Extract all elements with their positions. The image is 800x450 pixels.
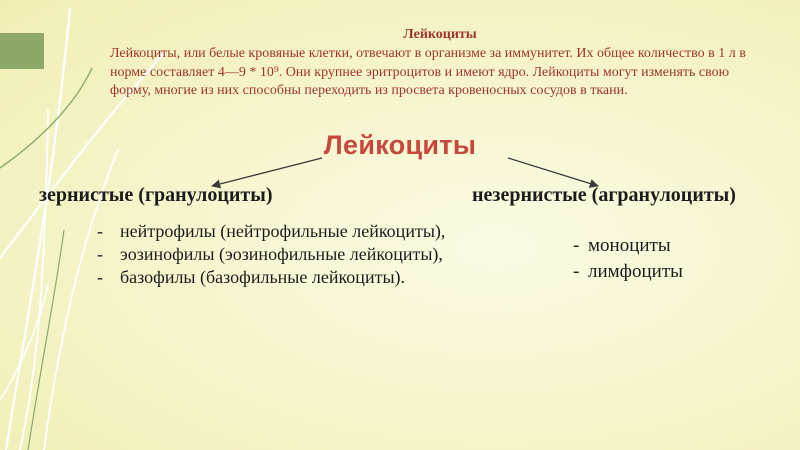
intro-title: Лейкоциты — [403, 27, 477, 42]
list-item-text: эозинофилы (эозинофильные лейкоциты), — [120, 244, 443, 264]
list-item-text: базофилы (базофильные лейкоциты). — [120, 267, 406, 287]
agranulocytes-list — [573, 233, 793, 285]
list-item — [97, 220, 447, 243]
list-item-text: лимфоциты — [588, 261, 683, 282]
list-item-text: нейтрофилы (нейтрофильные лейкоциты), — [120, 221, 446, 241]
list-item — [573, 233, 793, 259]
bullet-dash: - — [573, 235, 580, 256]
corner-accent-block — [0, 33, 44, 69]
bullet-dash: - — [97, 221, 103, 241]
main-title: Лейкоциты — [323, 130, 477, 160]
intro-block — [110, 26, 770, 101]
list-item-text: моноциты — [588, 235, 671, 256]
agranulocytes-heading: незернистые (агранулоциты) — [472, 184, 736, 206]
granulocytes-heading: зернистые (гранулоциты) — [39, 184, 273, 206]
granulocytes-list — [97, 220, 447, 289]
bullet-dash: - — [97, 267, 103, 287]
list-item — [97, 243, 447, 266]
curve-line — [6, 8, 70, 450]
list-item — [97, 266, 447, 289]
list-item — [573, 259, 793, 285]
curve-line — [28, 230, 64, 450]
arrow-to-agranulocytes — [508, 158, 598, 186]
bullet-dash: - — [573, 261, 580, 282]
bullet-dash: - — [97, 244, 103, 264]
arrow-to-granulocytes — [212, 158, 322, 186]
intro-text: Лейкоциты, или белые кровяные клетки, отвечают в организме за иммунитет. Их общее количество в 1 л в норме составляет 4—9 * 10⁹. Они крупнее эритроцитов и имеют ядро. Лейкоциты могут изменять свою форму, многие из них способны переходить из просвета кровеносных сосудов в ткани. — [110, 46, 746, 98]
